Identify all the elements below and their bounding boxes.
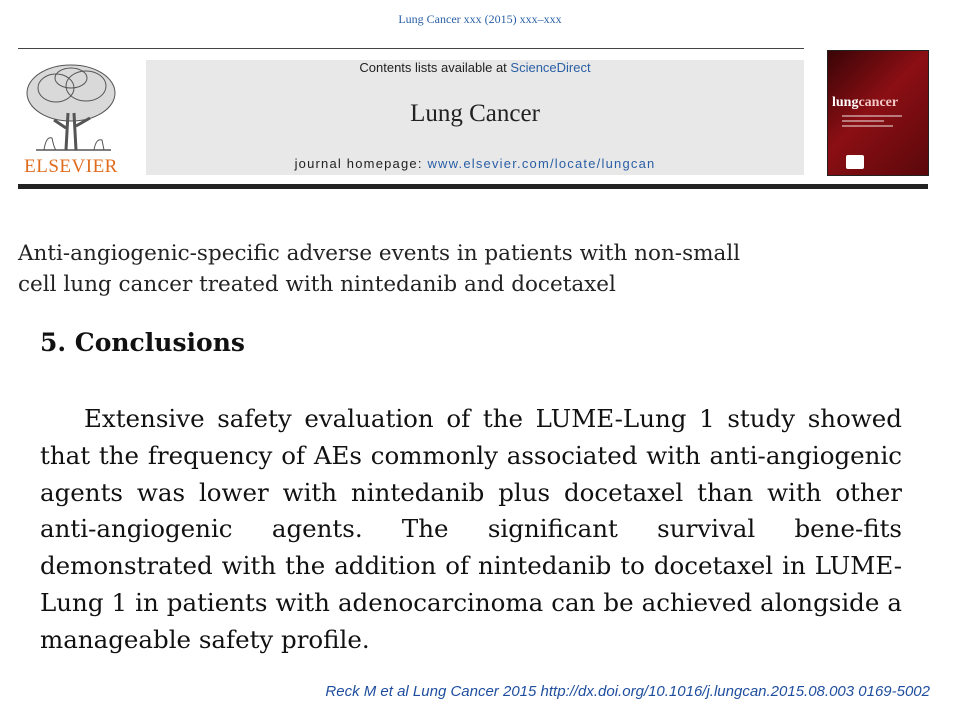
elsevier-logo — [16, 58, 126, 178]
article-title-line1: Anti-angiogenic-specific adverse events in patients with non-small — [18, 241, 741, 266]
homepage-line — [146, 156, 804, 171]
top-divider — [18, 48, 804, 49]
conclusion-text: Extensive safety evaluation of the LUME-Lung 1 study showed that the frequency of AEs commonly associated with anti-angiogenic agents was lower with nintedanib plus docetaxel than with other anti-angiogenic agents. The significant survival bene-fits demonstrated with the addition of nintedanib to docetaxel in LUME-Lung 1 in patients with adenocarcinoma can be achieved alongside a manageable safety profile. — [40, 404, 902, 654]
journal-name: Lung Cancer — [410, 100, 540, 127]
journal-citation: Lung Cancer xxx (2015) xxx–xxx — [398, 12, 562, 26]
cover-text-lines — [842, 115, 902, 130]
journal-cover — [827, 50, 929, 176]
cover-title-part2: cancer — [858, 95, 899, 110]
sciencedirect-link[interactable]: ScienceDirect — [510, 60, 591, 75]
journal-banner — [146, 60, 804, 175]
conclusion-paragraph — [40, 401, 902, 659]
cover-title-part1: lung — [832, 95, 859, 110]
reference-citation: Reck M et al Lung Cancer 2015 http://dx.doi.org/10.1016/j.lungcan.2015.08.003 0169-5002 — [325, 683, 930, 700]
contents-prefix: Contents lists available at — [359, 60, 511, 75]
homepage-link[interactable]: www.elsevier.com/locate/lungcan — [427, 156, 656, 171]
homepage-prefix: journal homepage: — [294, 156, 428, 171]
contents-line — [146, 60, 804, 75]
elsevier-wordmark: ELSEVIER — [24, 156, 118, 177]
cover-badge-icon — [846, 155, 864, 169]
header-divider — [18, 184, 928, 189]
tree-icon — [16, 58, 126, 158]
section-heading: 5. Conclusions — [40, 328, 245, 357]
article-title-line2: cell lung cancer treated with nintedanib and docetaxel — [18, 272, 616, 297]
article-title — [18, 238, 818, 300]
cover-title — [832, 95, 898, 111]
